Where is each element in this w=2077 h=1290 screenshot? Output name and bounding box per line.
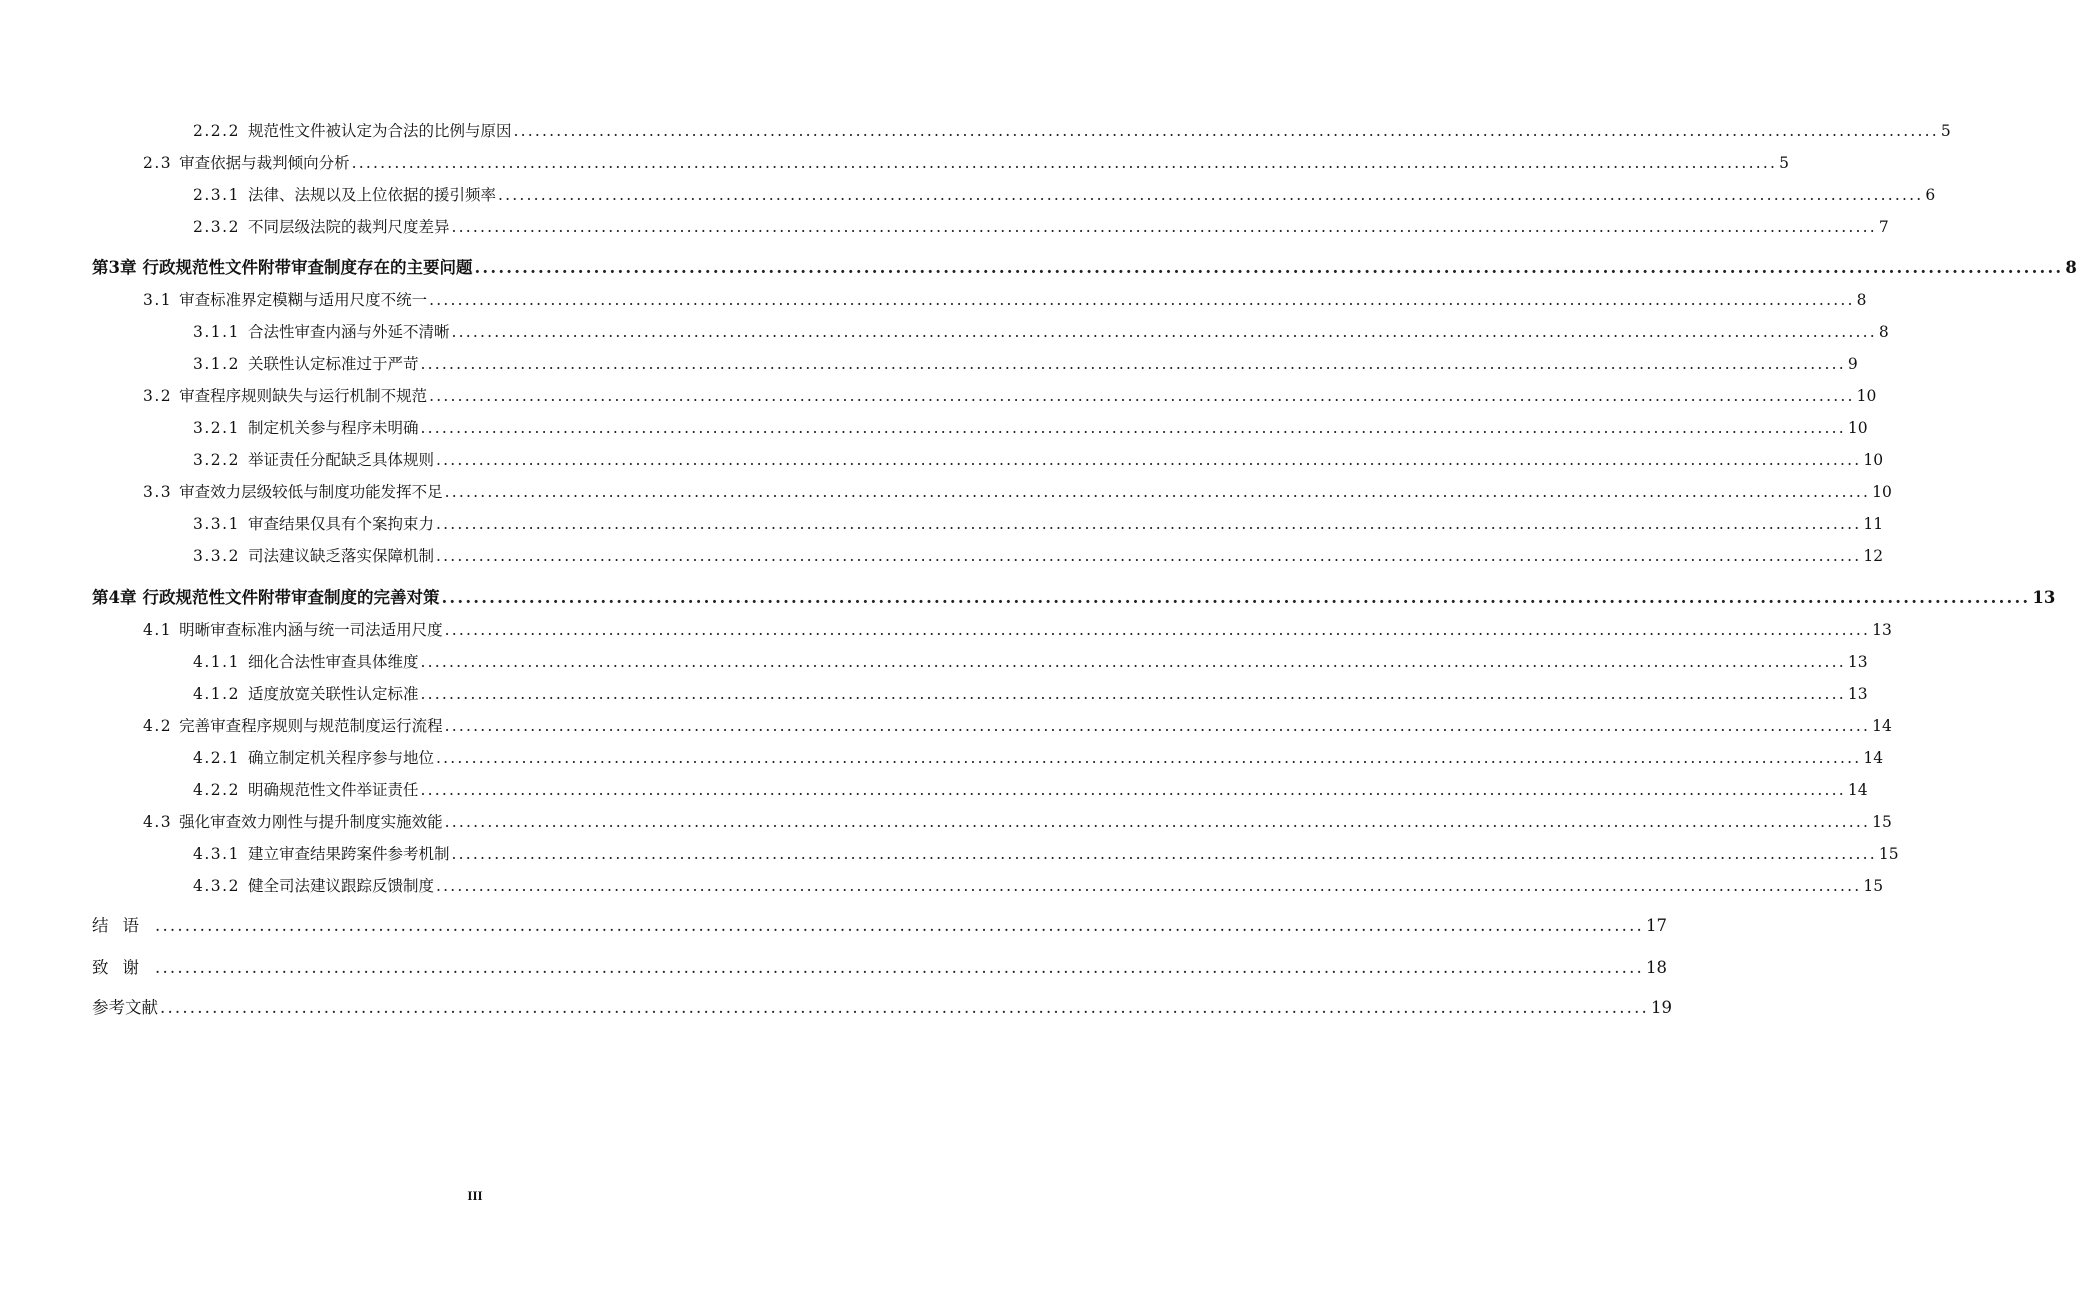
toc-entry-number: 第4章 bbox=[92, 588, 137, 607]
toc-entry[interactable] bbox=[193, 353, 1858, 375]
toc-entry-title: 确立制定机关程序参与地位 bbox=[247, 749, 434, 767]
toc-entry[interactable] bbox=[92, 997, 1672, 1019]
toc-entry-title: 完善审查程序规则与规范制度运行流程 bbox=[179, 717, 443, 735]
toc-dot-leader: ........................................................................................................................................................................................................ bbox=[474, 258, 2064, 277]
toc-entry-title: 规范性文件被认定为合法的比例与原因 bbox=[247, 122, 512, 140]
toc-entry-page: 8 bbox=[1856, 291, 1867, 309]
toc-entry-title: 建立审查结果跨案件参考机制 bbox=[247, 845, 450, 863]
toc-entry[interactable] bbox=[193, 184, 1936, 206]
toc-entry-title: 审查效力层级较低与制度功能发挥不足 bbox=[179, 483, 443, 501]
toc-entry[interactable] bbox=[143, 619, 1892, 641]
toc-entry-number: 4.2.1 bbox=[193, 749, 240, 767]
toc-entry-page: 10 bbox=[1872, 483, 1892, 501]
toc-entry-number: 3.2.2 bbox=[193, 451, 240, 469]
toc-dot-leader: ........................................................................................................................................................................................................ bbox=[420, 653, 1846, 671]
toc-dot-leader: ........................................................................................................................................................................................................ bbox=[435, 877, 1862, 895]
toc-entry-title: 明晰审查标准内涵与统一司法适用尺度 bbox=[179, 621, 443, 639]
toc-dot-leader: ........................................................................................................................................................................................................ bbox=[435, 547, 1862, 565]
toc-entry-number: 2.2.2 bbox=[193, 122, 240, 140]
toc-entry-number: 3.2 bbox=[143, 387, 173, 405]
toc-entry[interactable] bbox=[143, 385, 1877, 407]
toc-dot-leader: ........................................................................................................................................................................................................ bbox=[444, 483, 1871, 501]
toc-entry[interactable] bbox=[143, 811, 1892, 833]
toc-dot-leader: ........................................................................................................................................................................................................ bbox=[444, 813, 1871, 831]
toc-entry-page: 10 bbox=[1856, 387, 1877, 405]
toc-entry[interactable] bbox=[193, 545, 1884, 567]
toc-entry[interactable] bbox=[193, 747, 1884, 769]
toc-entry-number: 4.3.2 bbox=[193, 877, 240, 895]
toc-entry[interactable] bbox=[193, 120, 1951, 142]
toc-entry[interactable] bbox=[193, 875, 1884, 897]
toc-entry-page: 10 bbox=[1863, 451, 1884, 469]
toc-dot-leader: ........................................................................................................................................................................................................ bbox=[160, 998, 1649, 1017]
toc-entry-page: 15 bbox=[1872, 813, 1892, 831]
toc-entry[interactable] bbox=[193, 449, 1884, 471]
page-number: III bbox=[467, 1188, 483, 1203]
toc-dot-leader: ........................................................................................................................................................................................................ bbox=[351, 154, 1778, 172]
toc-entry-title: 司法建议缺乏落实保障机制 bbox=[247, 547, 434, 565]
toc-entry-title: 健全司法建议跟踪反馈制度 bbox=[247, 877, 434, 895]
toc-entry-title: 致谢 bbox=[92, 958, 153, 977]
toc-entry-number: 3.3 bbox=[143, 483, 173, 501]
toc-entry-page: 15 bbox=[1878, 845, 1899, 863]
toc-entry-page: 14 bbox=[1863, 749, 1884, 767]
toc-entry-page: 17 bbox=[1645, 916, 1667, 935]
toc-entry-title: 行政规范性文件附带审查制度的完善对策 bbox=[142, 588, 440, 607]
toc-entry-number: 4.3 bbox=[143, 813, 173, 831]
toc-entry-page: 7 bbox=[1878, 218, 1889, 236]
toc-entry-page: 5 bbox=[1940, 122, 1951, 140]
toc-entry[interactable] bbox=[193, 779, 1868, 801]
toc-entry[interactable] bbox=[143, 289, 1867, 311]
toc-entry[interactable] bbox=[143, 481, 1892, 503]
toc-dot-leader: ........................................................................................................................................................................................................ bbox=[435, 749, 1862, 767]
toc-entry-number: 2.3 bbox=[143, 154, 173, 172]
toc-dot-leader: ........................................................................................................................................................................................................ bbox=[420, 419, 1846, 437]
toc-entry-title: 审查依据与裁判倾向分析 bbox=[179, 154, 350, 172]
toc-entry-page: 12 bbox=[1863, 547, 1884, 565]
toc-entry-number: 4.1.2 bbox=[193, 685, 240, 703]
toc-dot-leader: ........................................................................................................................................................................................................ bbox=[451, 218, 1877, 236]
toc-entry-page: 13 bbox=[1847, 685, 1868, 703]
toc-entry[interactable] bbox=[92, 957, 1667, 979]
toc-entry-page: 9 bbox=[1847, 355, 1858, 373]
toc-entry-number: 2.3.1 bbox=[193, 186, 240, 204]
toc-entry-number: 4.1.1 bbox=[193, 653, 240, 671]
toc-entry[interactable] bbox=[143, 715, 1892, 737]
toc-dot-leader: ........................................................................................................................................................................................................ bbox=[420, 685, 1846, 703]
toc-entry[interactable] bbox=[193, 216, 1889, 238]
toc-entry[interactable] bbox=[143, 152, 1789, 174]
toc-entry-number: 3.1.2 bbox=[193, 355, 240, 373]
toc-entry-title: 审查标准界定模糊与适用尺度不统一 bbox=[179, 291, 428, 309]
toc-entry-page: 8 bbox=[1878, 323, 1889, 341]
toc-entry-page: 11 bbox=[1863, 515, 1884, 533]
toc-entry-page: 14 bbox=[1872, 717, 1892, 735]
toc-entry-page: 6 bbox=[1925, 186, 1936, 204]
toc-entry-page: 8 bbox=[2065, 258, 2077, 277]
toc-entry[interactable] bbox=[92, 587, 2056, 609]
toc-entry-title: 不同层级法院的裁判尺度差异 bbox=[247, 218, 450, 236]
toc-entry-title: 结语 bbox=[92, 916, 153, 935]
toc-entry-title: 明确规范性文件举证责任 bbox=[247, 781, 419, 799]
toc-dot-leader: ........................................................................................................................................................................................................ bbox=[429, 387, 1855, 405]
toc-entry[interactable] bbox=[193, 843, 1899, 865]
toc-entry[interactable] bbox=[92, 257, 2077, 279]
toc-entry-title: 举证责任分配缺乏具体规则 bbox=[247, 451, 434, 469]
toc-entry-number: 2.3.2 bbox=[193, 218, 240, 236]
toc-dot-leader: ........................................................................................................................................................................................................ bbox=[451, 323, 1877, 341]
toc-entry-number: 3.2.1 bbox=[193, 419, 240, 437]
toc-entry-number: 3.3.1 bbox=[193, 515, 240, 533]
toc-entry-number: 4.2 bbox=[143, 717, 173, 735]
toc-dot-leader: ........................................................................................................................................................................................................ bbox=[155, 916, 1644, 935]
toc-entry-page: 13 bbox=[1847, 653, 1868, 671]
toc-entry-title: 审查结果仅具有个案拘束力 bbox=[247, 515, 434, 533]
toc-entry-title: 行政规范性文件附带审查制度存在的主要问题 bbox=[142, 258, 473, 277]
toc-entry-title: 强化审查效力刚性与提升制度实施效能 bbox=[179, 813, 443, 831]
toc-entry-number: 第3章 bbox=[92, 258, 137, 277]
toc-entry-page: 5 bbox=[1779, 154, 1789, 172]
toc-entry[interactable] bbox=[92, 915, 1667, 937]
toc-dot-leader: ........................................................................................................................................................................................................ bbox=[435, 515, 1862, 533]
toc-entry[interactable] bbox=[193, 651, 1868, 673]
toc-entry-number: 3.1 bbox=[143, 291, 173, 309]
toc-entry[interactable] bbox=[193, 321, 1889, 343]
toc-entry-number: 3.1.1 bbox=[193, 323, 240, 341]
toc-entry[interactable] bbox=[193, 513, 1884, 535]
toc-entry-page: 10 bbox=[1847, 419, 1868, 437]
toc-dot-leader: ........................................................................................................................................................................................................ bbox=[420, 355, 1846, 373]
toc-entry-title: 审查程序规则缺失与运行机制不规范 bbox=[179, 387, 428, 405]
toc-dot-leader: ........................................................................................................................................................................................................ bbox=[429, 291, 1855, 309]
toc-dot-leader: ........................................................................................................................................................................................................ bbox=[444, 717, 1871, 735]
toc-entry-title: 法律、法规以及上位依据的援引频率 bbox=[247, 186, 496, 204]
toc-entry-title: 适度放宽关联性认定标准 bbox=[247, 685, 419, 703]
toc-dot-leader: ........................................................................................................................................................................................................ bbox=[420, 781, 1846, 799]
toc-entry-title: 制定机关参与程序未明确 bbox=[247, 419, 419, 437]
toc-dot-leader: ........................................................................................................................................................................................................ bbox=[435, 451, 1862, 469]
toc-entry-page: 18 bbox=[1645, 958, 1667, 977]
toc-entry-title: 参考文献 bbox=[92, 998, 158, 1017]
toc-entry-number: 4.1 bbox=[143, 621, 173, 639]
toc-dot-leader: ........................................................................................................................................................................................................ bbox=[444, 621, 1871, 639]
toc-entry-title: 关联性认定标准过于严苛 bbox=[247, 355, 419, 373]
toc-entry-number: 4.3.1 bbox=[193, 845, 240, 863]
toc-dot-leader: ........................................................................................................................................................................................................ bbox=[155, 958, 1644, 977]
toc-entry-page: 15 bbox=[1863, 877, 1884, 895]
toc-entry[interactable] bbox=[193, 683, 1868, 705]
toc-entry-page: 14 bbox=[1847, 781, 1868, 799]
toc-dot-leader: ........................................................................................................................................................................................................ bbox=[497, 186, 1924, 204]
toc-entry-number: 3.3.2 bbox=[193, 547, 240, 565]
toc-entry-number: 4.2.2 bbox=[193, 781, 240, 799]
toc-dot-leader: ........................................................................................................................................................................................................ bbox=[513, 122, 1939, 140]
toc-entry-page: 13 bbox=[2032, 588, 2056, 607]
toc-dot-leader: ........................................................................................................................................................................................................ bbox=[441, 588, 2031, 607]
toc-entry[interactable] bbox=[193, 417, 1868, 439]
toc-entry-page: 13 bbox=[1872, 621, 1892, 639]
toc-dot-leader: ........................................................................................................................................................................................................ bbox=[451, 845, 1877, 863]
toc-entry-title: 细化合法性审查具体维度 bbox=[247, 653, 419, 671]
toc-entry-title: 合法性审查内涵与外延不清晰 bbox=[247, 323, 450, 341]
toc-entry-page: 19 bbox=[1650, 998, 1672, 1017]
